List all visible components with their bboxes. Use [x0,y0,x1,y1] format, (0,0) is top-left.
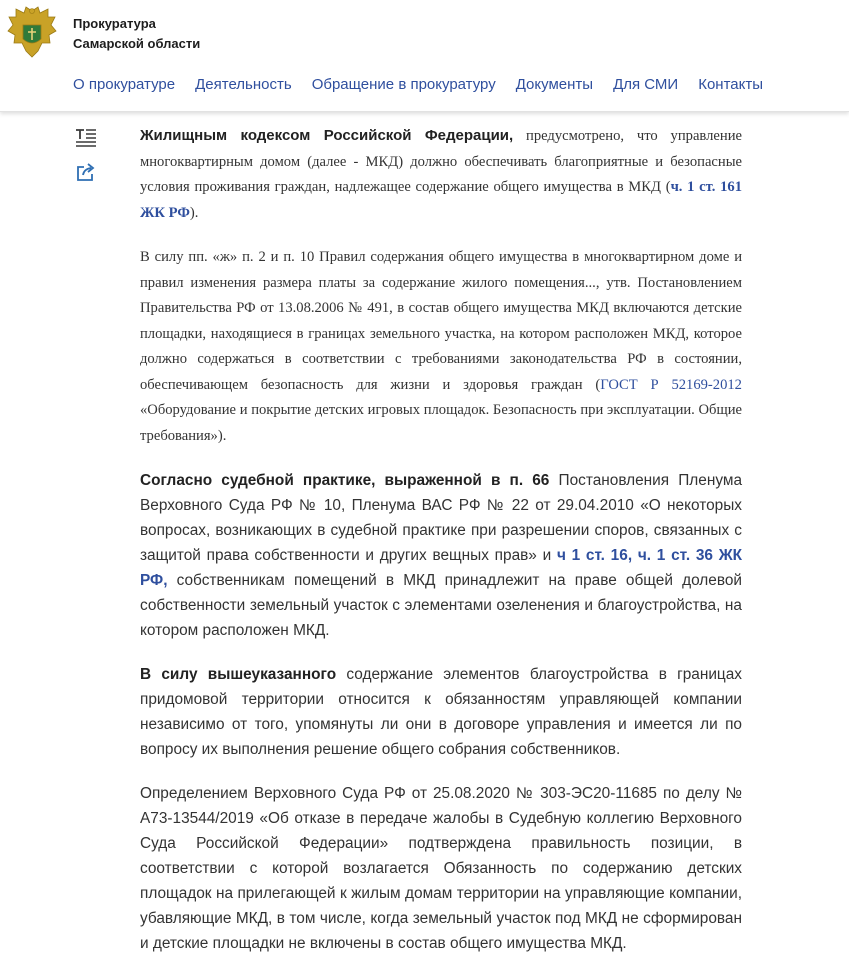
article-tools [75,127,99,195]
article-paragraph-2 [140,245,742,449]
paragraph-text: В силу пп. «ж» п. 2 и п. 10 Правил содержания общего имущества в многоквартирном доме и правил изменения размера платы за содержание жилого помещения..., утв. Постановлением Правительства РФ от 13.08.2006 № 491, в состав общего имущества МКД включаются детские площадки, находящиеся в границах земельного участка, на котором расположен МКД, которое должно содержаться в соответствии с требованиями законодательства РФ в состоянии, обеспечивающем безопасность для жизни и здоровья граждан ( [140,249,742,393]
link-zhk-161[interactable]: ч. 1 ст. 161 ЖК РФ [140,179,742,221]
article-body [140,123,742,975]
nav-item-contacts[interactable]: Контакты [698,76,764,93]
article-paragraph-4 [140,662,742,762]
paragraph-lead: Согласно судебной практике, выраженной в п. 66 [140,472,550,489]
paragraph-text: ). [189,204,199,221]
paragraph-lead: Жилищным кодексом Российской Федерации, [140,127,514,144]
article-paragraph-3 [140,468,742,643]
nav-item-documents[interactable]: Документы [515,76,594,93]
org-name-line2: Самарской области [73,36,201,51]
link-separator: , [627,547,638,564]
paragraph-lead: В силу вышеуказанного [140,666,337,683]
paragraph-text: содержание элементов благоустройства в границах придомовой территории относится к обязанностям управляющей компании независимо от того, упомянуты ли они в договоре управления и имеется ли по вопросу их выполнения решение общего собрания собственников. [140,666,742,758]
emblem-icon[interactable] [6,5,58,61]
nav-item-activity[interactable]: Деятельность [195,76,292,93]
article-paragraph-1 [140,123,742,226]
nav-item-appeal[interactable]: Обращение в прокуратуру [311,76,496,93]
org-name[interactable] [73,14,200,54]
article-paragraph-5 [140,781,742,956]
paragraph-text: собственникам помещений в МКД принадлежит на праве общей долевой собственности земельный участок с элементами озеленения и благоустройства, на котором расположен МКД. [140,572,742,639]
paragraph-text: предусмотрено, что управление многоквартирным домом (далее - МКД) должно обеспечивать благоприятные и безопасные условия проживания граждан, надлежащее содержание общего имущества в МКД ( [140,128,742,195]
site-header [0,0,849,112]
paragraph-text: Постановления Пленума Верховного Суда РФ № 10, Пленума ВАС РФ № 22 от 29.04.2010 «О некоторых вопросах, возникающих в судебной практике при разрешении споров, связанных с защитой права собственности и других вещных прав» и [140,472,742,564]
text-size-icon[interactable] [75,127,97,149]
org-name-line1: Прокуратура [73,16,156,31]
main-nav [73,76,783,93]
paragraph-text: «Оборудование и покрытие детских игровых площадок. Безопасность при эксплуатации. Общие требования»). [140,402,742,444]
share-icon[interactable] [75,161,97,183]
paragraph-text: Определением Верховного Суда РФ от 25.08.2020 № 303-ЭС20-11685 по делу № А73-13544/2019 «Об отказе в передаче жалобы в Судебную коллегию Верховного Суда Российской Федерации» подтверждена правильность позиции, в соответствии с которой возлагается Обязанность по содержанию детских площадок на прилегающей к жилым домам территории на управляющие компании, убавляющие МКД, в том числе, когда земельный участок под МКД не сформирован и детские площадки не включены в состав общего имущества МКД. [140,785,742,952]
nav-item-media[interactable]: Для СМИ [613,76,679,93]
nav-item-about[interactable]: О прокуратуре [73,76,176,93]
link-zhk-36[interactable]: ч. 1 ст. 36 ЖК РФ, [140,547,742,589]
link-zhk-16[interactable]: ч 1 ст. 16 [556,547,628,564]
link-gost[interactable]: ГОСТ Р 52169-2012 [600,376,742,393]
